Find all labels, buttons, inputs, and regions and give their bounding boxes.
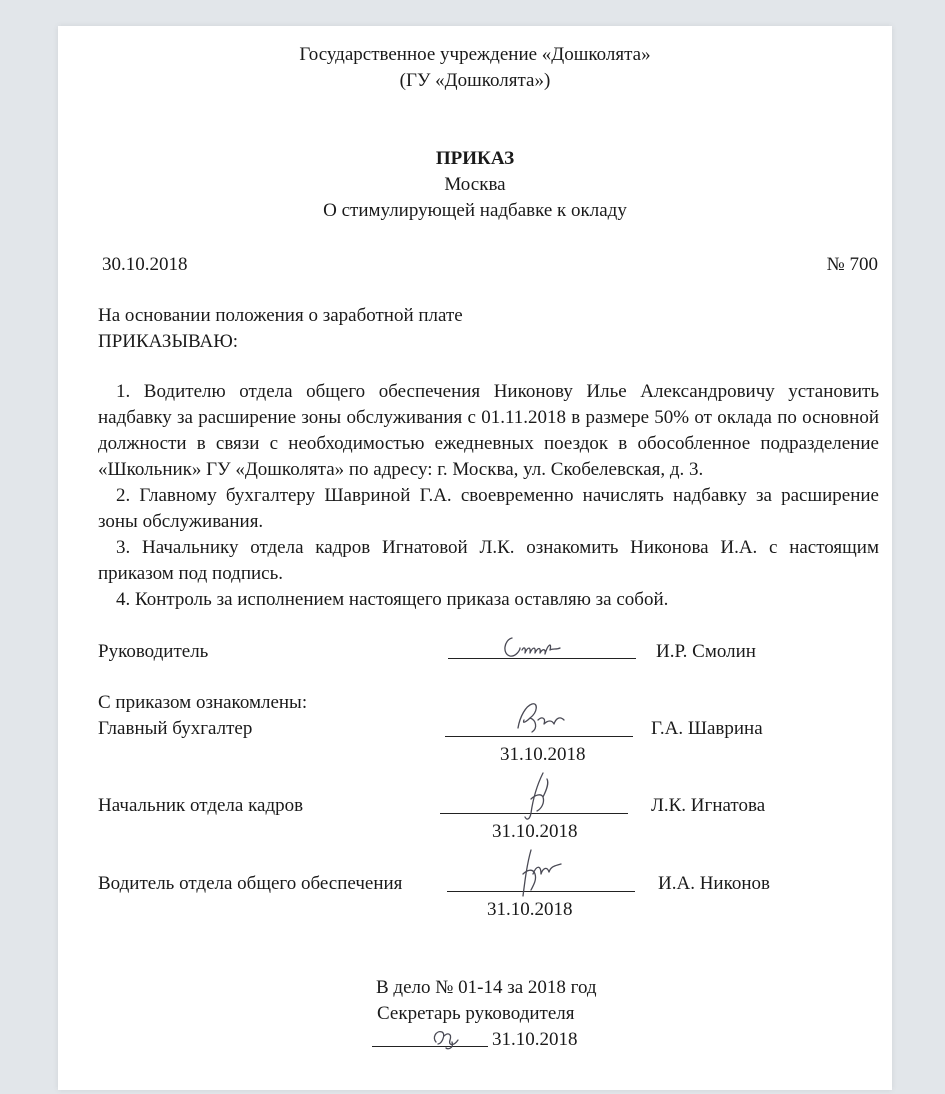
document-date: 30.10.2018 (102, 254, 188, 275)
org-short-name: (ГУ «Дошколята») (399, 70, 551, 91)
order-basis: На основании положения о заработной плате (98, 305, 463, 326)
driver-date: 31.10.2018 (487, 899, 573, 920)
filing-secretary: Секретарь руководителя (377, 1003, 575, 1024)
head-name: И.Р. Смолин (656, 641, 756, 662)
head-role: Руководитель (98, 641, 209, 662)
org-name: Государственное учреждение «Дошколята» (299, 44, 651, 65)
hr-head-date: 31.10.2018 (492, 821, 578, 842)
accountant-name: Г.А. Шаврина (651, 718, 763, 739)
document-number: № 700 (826, 254, 878, 275)
document-subject: О стимулирующей надбавке к окладу (323, 200, 627, 221)
head-signature-image (498, 630, 568, 664)
document-page (58, 26, 892, 1090)
hr-head-name: Л.К. Игнатова (651, 795, 766, 816)
driver-signature-image (503, 844, 573, 904)
order-word: ПРИКАЗЫВАЮ: (98, 331, 239, 352)
driver-name: И.А. Никонов (658, 873, 770, 894)
hr-head-role: Начальник отдела кадров (98, 795, 304, 816)
order-item-1: 1. Водителю отдела общего обеспечения Никонову Илье Александровичу установить надбавку за расширение зоны обслуживания с 01.11.2018 в размере 50% от оклада по основной должности в связи с необходимостью ежедневных поездок в обособленное подразделение «Школьник» ГУ «Дошколята» по адресу: г. Москва, ул. Скобелевская, д. 3. (98, 381, 879, 480)
document-city: Москва (444, 174, 506, 195)
accountant-role: Главный бухгалтер (98, 718, 253, 739)
hr-head-signature-image (513, 769, 563, 825)
order-item-3: 3. Начальнику отдела кадров Игнатовой Л.К. ознакомить Никонова И.А. с настоящим приказом под подпись. (98, 537, 879, 584)
accountant-date: 31.10.2018 (500, 744, 586, 765)
secretary-signature-image (428, 1024, 468, 1052)
filing-date: 31.10.2018 (492, 1029, 578, 1050)
document-type: ПРИКАЗ (435, 148, 515, 169)
driver-role: Водитель отдела общего обеспечения (98, 873, 403, 894)
acquainted-label: С приказом ознакомлены: (98, 692, 308, 713)
order-item-4: 4. Контроль за исполнением настоящего приказа оставляю за собой. (116, 589, 669, 610)
order-item-2: 2. Главному бухгалтеру Шавриной Г.А. своевременно начислять надбавку за расширение зоны обслуживания. (98, 485, 879, 532)
filing-case: В дело № 01-14 за 2018 год (376, 977, 597, 998)
accountant-signature-image (508, 698, 578, 738)
